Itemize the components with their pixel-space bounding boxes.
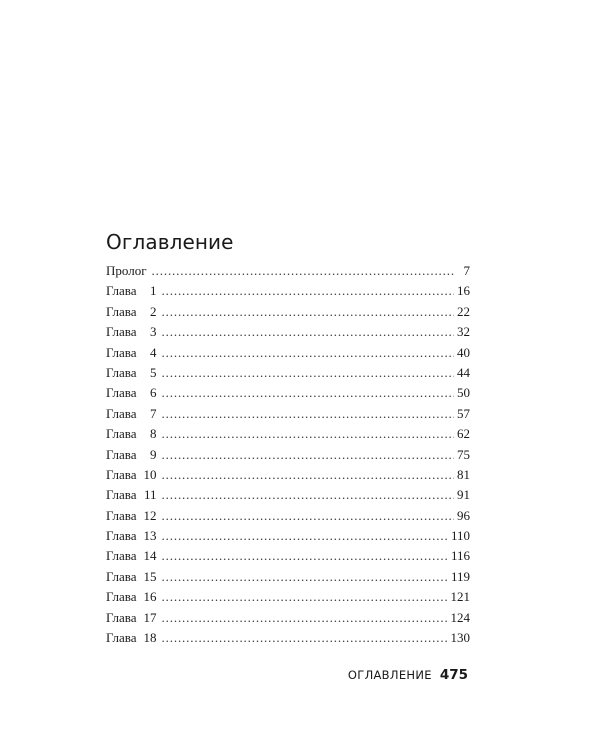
entry-page-number: 116 (450, 548, 470, 564)
dot-leader (162, 487, 454, 503)
toc-entry (106, 487, 470, 507)
entry-label: Глава (106, 609, 137, 625)
toc-entry (106, 589, 470, 609)
toc-entry (106, 610, 470, 630)
entry-page-number: 7 (463, 263, 470, 278)
toc-entry (106, 447, 470, 467)
dot-leader (162, 589, 449, 605)
entry-title (106, 406, 157, 422)
entry-title (106, 365, 157, 381)
entry-chapter-number: 3 (150, 324, 157, 340)
entry-label: Глава (106, 528, 137, 544)
entry-page-number: 57 (457, 405, 470, 421)
entry-label: Глава (106, 364, 137, 380)
entry-title (106, 610, 157, 626)
toc-entry (106, 345, 470, 365)
entry-page-number: 40 (457, 344, 470, 360)
entry-chapter-number: 17 (143, 609, 157, 625)
entry-page-number: 62 (457, 426, 470, 442)
entry-label: Глава (106, 283, 137, 299)
dot-leader (162, 324, 454, 340)
entry-chapter-number: 5 (150, 364, 157, 380)
entry-chapter-number: 15 (143, 568, 157, 584)
entry-label: Глава (106, 344, 137, 360)
dot-leader (162, 283, 454, 299)
dot-leader (152, 263, 454, 279)
dot-leader (162, 385, 454, 401)
entry-chapter-number: 1 (150, 283, 157, 299)
dot-leader (162, 528, 449, 544)
entry-chapter-number: 18 (143, 630, 157, 646)
toc-entry (106, 304, 470, 324)
toc-entry (106, 528, 470, 548)
dot-leader (162, 304, 454, 320)
entry-label: Глава (106, 466, 137, 482)
entry-label: Глава (106, 589, 137, 605)
entry-label: Глава (106, 568, 137, 584)
entry-title (106, 426, 157, 442)
entry-label: Пролог (106, 263, 147, 278)
dot-leader (162, 447, 454, 463)
entry-label: Глава (106, 385, 137, 401)
running-head: ОГЛАВЛЕНИЕ (347, 668, 432, 682)
toc-entry (106, 630, 470, 650)
entry-label: Глава (106, 324, 137, 340)
dot-leader (162, 569, 449, 585)
entry-title (106, 487, 157, 503)
entry-page-number: 91 (457, 487, 470, 503)
entry-page-number: 75 (457, 446, 470, 462)
toc-entry (106, 406, 470, 426)
entry-title (106, 385, 157, 401)
toc-list (106, 263, 470, 650)
dot-leader (162, 345, 454, 361)
entry-title (106, 569, 157, 585)
entry-page-number: 124 (450, 609, 470, 625)
toc-entry (106, 263, 470, 283)
page-footer (348, 667, 468, 683)
entry-title (106, 304, 157, 320)
entry-label: Глава (106, 507, 137, 523)
entry-page-number: 16 (457, 283, 470, 299)
entry-chapter-number: 12 (143, 507, 157, 523)
dot-leader (162, 610, 449, 626)
dot-leader (162, 406, 454, 422)
dot-leader (162, 426, 454, 442)
entry-title (106, 345, 157, 361)
entry-chapter-number: 2 (150, 303, 157, 319)
entry-chapter-number: 8 (150, 426, 157, 442)
dot-leader (162, 508, 454, 524)
dot-leader (162, 548, 449, 564)
entry-chapter-number: 4 (150, 344, 157, 360)
entry-chapter-number: 7 (150, 405, 157, 421)
toc-entry (106, 508, 470, 528)
entry-title (106, 528, 157, 544)
entry-chapter-number: 16 (143, 589, 157, 605)
page-number: 475 (439, 667, 468, 683)
entry-title (106, 548, 157, 564)
entry-page-number: 96 (457, 507, 470, 523)
toc-entry (106, 365, 470, 385)
entry-chapter-number: 13 (143, 528, 157, 544)
entry-title (106, 508, 157, 524)
entry-title (106, 324, 157, 340)
entry-page-number: 50 (457, 385, 470, 401)
entry-page-number: 121 (450, 589, 470, 605)
toc-entry (106, 467, 470, 487)
toc-entry (106, 548, 470, 568)
dot-leader (162, 467, 454, 483)
entry-page-number: 110 (450, 528, 470, 544)
entry-page-number: 44 (457, 364, 470, 380)
entry-chapter-number: 14 (143, 548, 157, 564)
entry-chapter-number: 10 (143, 466, 157, 482)
entry-label: Глава (106, 303, 137, 319)
entry-chapter-number: 6 (150, 385, 157, 401)
entry-label: Глава (106, 405, 137, 421)
toc-entry (106, 324, 470, 344)
toc-entry (106, 569, 470, 589)
toc-entry (106, 385, 470, 405)
entry-page-number: 119 (450, 568, 470, 584)
toc-heading: Оглавление (106, 230, 234, 254)
entry-label: Глава (106, 548, 137, 564)
entry-label: Глава (106, 487, 137, 503)
entry-title (106, 283, 157, 299)
dot-leader (162, 365, 454, 381)
entry-page-number: 81 (457, 466, 470, 482)
entry-page-number: 32 (457, 324, 470, 340)
toc-entry (106, 283, 470, 303)
toc-entry (106, 426, 470, 446)
entry-label: Глава (106, 446, 137, 462)
entry-label: Глава (106, 630, 137, 646)
entry-title (106, 630, 157, 646)
entry-label: Глава (106, 426, 137, 442)
dot-leader (162, 630, 449, 646)
entry-page-number: 130 (450, 630, 470, 646)
entry-chapter-number: 11 (144, 487, 157, 503)
entry-title (106, 589, 157, 605)
entry-page-number: 22 (457, 303, 470, 319)
entry-title (106, 467, 157, 483)
entry-chapter-number: 9 (150, 446, 157, 462)
entry-title (106, 263, 147, 279)
entry-title (106, 447, 157, 463)
